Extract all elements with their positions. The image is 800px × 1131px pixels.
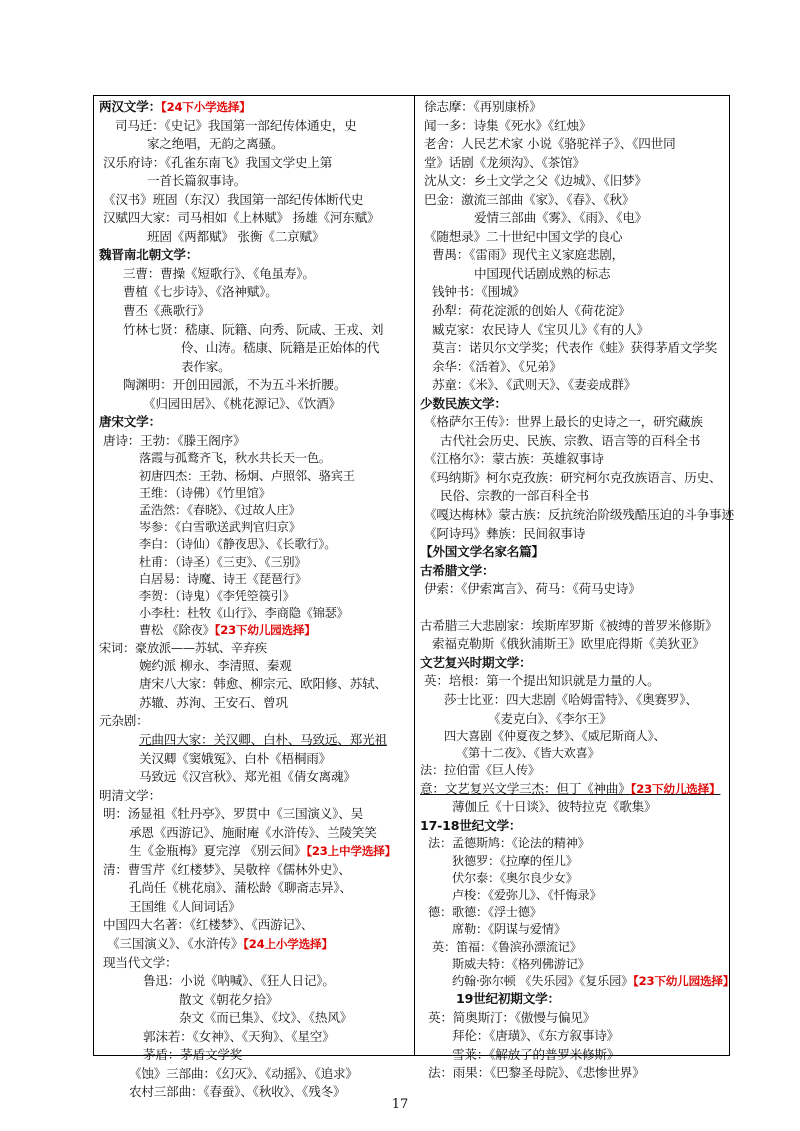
text-line: [420, 870, 726, 887]
text-line: [99, 842, 409, 861]
text-line: [420, 1064, 726, 1083]
line-text: 司马迁：《史记》我国第一部纪传体通史，史: [115, 117, 357, 133]
text-line: [99, 898, 409, 917]
text-line: [99, 787, 409, 806]
line-text: 魏晋南北朝文学：: [99, 247, 199, 263]
line-text: 【外国文学名家名篇】: [420, 544, 544, 560]
text-line: [99, 376, 409, 395]
line-text: 陶渊明：开创田园派，不为五斗米折腰。: [123, 377, 347, 393]
text-line: [420, 339, 726, 358]
line-text: 德：歌德：《浮士德》: [428, 905, 542, 920]
text-line: [99, 622, 409, 639]
text-line: [420, 635, 726, 654]
line-text: 英：简奥斯汀：《傲慢与偏见》: [428, 1009, 596, 1025]
right-column: [420, 98, 735, 1081]
text-line: [420, 525, 726, 544]
line-text: 岑参：《白雪歌送武判官归京》: [139, 520, 301, 535]
line-text: 民俗、宗教的一部百科全书: [440, 488, 589, 504]
line-text: 《三国演义》、《水浒传》: [107, 936, 244, 952]
line-text: 《格萨尔王传》：世界上最长的史诗之一，研究藏族: [424, 414, 703, 430]
line-text: 《蚀》三部曲：《幻灭》、《动摇》、《追求》: [129, 1065, 358, 1081]
text-line: [99, 571, 409, 588]
line-text: 竹林七贤：嵇康、阮籍、向秀、阮咸、王戎、刘: [123, 321, 384, 337]
text-line: [99, 485, 409, 502]
text-line: [99, 554, 409, 571]
text-line: [420, 432, 726, 451]
line-text: 婉约派 柳永、李清照、秦观: [139, 657, 292, 673]
text-line: [99, 588, 409, 605]
line-text: 意：文艺复兴文学三杰：但丁《神曲》: [420, 780, 631, 796]
text-line: [99, 339, 409, 358]
line-text: 《汉书》班固（东汉）我国第一部纪传体断代史: [103, 191, 364, 207]
section-heading: [99, 98, 409, 117]
line-text: 文艺复兴时期文学：: [420, 654, 532, 670]
line-text: 苏童：《米》、《武则天》、《妻妾成群》: [432, 377, 636, 393]
text-line: [420, 973, 735, 990]
text-line: [99, 265, 409, 284]
text-line: [420, 135, 726, 154]
text-line: [420, 691, 726, 710]
line-text: 苏辙、苏洵、王安石、曾巩: [139, 694, 288, 710]
text-line: [420, 283, 726, 302]
line-text: 《第十二夜》、《皆大欢喜》: [456, 746, 600, 761]
line-text: 两汉文学：: [99, 99, 161, 114]
text-line: [420, 154, 726, 173]
line-text: 明清文学：: [99, 787, 161, 803]
line-text: 王维：（诗佛）《竹里馆》: [139, 485, 271, 500]
text-line: [420, 413, 726, 432]
text-line: [99, 991, 409, 1010]
line-text: 关汉卿《窦娥冤》、白朴《梧桐雨》: [139, 750, 332, 766]
line-text: 薄伽丘《十日谈》、彼特拉克《歌集》: [452, 799, 657, 815]
line-text: 元曲四大家：关汉卿、白朴、马致远、郑光祖: [139, 732, 387, 748]
line-text: 索福克勒斯《俄狄浦斯王》欧里庇得斯《美狄亚》: [432, 636, 705, 652]
text-line: [99, 861, 409, 880]
text-line: [420, 358, 726, 377]
line-text: 沈从文：乡土文学之父《边城》、《旧梦》: [424, 173, 647, 189]
text-line: [99, 450, 409, 467]
line-text: 中国四大名著：《红楼梦》、《西游记》、: [103, 917, 314, 933]
line-text: 三曹：曹操《短歌行》、《龟虽寿》。: [123, 265, 315, 281]
text-line: [99, 916, 409, 935]
exam-tag: 【23下幼儿园选择】: [633, 973, 735, 988]
text-line: [420, 798, 726, 817]
text-line: [420, 672, 726, 691]
text-line: [99, 731, 409, 750]
text-line: [99, 640, 409, 657]
line-text: 小李杜：杜牧《山行》、李商隐《锦瑟》: [139, 606, 349, 621]
text-line: [420, 956, 726, 973]
exam-tag: 【23下幼儿选择】: [630, 781, 721, 796]
line-text: 雪莱：《解放了的普罗米修斯》: [452, 1046, 620, 1062]
text-line: [420, 228, 726, 247]
text-line: [420, 1027, 726, 1046]
line-text: 现当代文学：: [103, 954, 178, 970]
exam-tag: 【24下小学选择】: [160, 100, 251, 114]
text-line: [420, 376, 726, 395]
line-text: 生《金瓶梅》夏完淳 《别云间》: [129, 843, 307, 859]
line-text: 茅盾：茅盾文学奖: [143, 1047, 243, 1063]
line-text: 唐诗：王勃：《滕王阁序》: [103, 432, 246, 448]
section-heading: [420, 817, 726, 836]
text-line: [99, 154, 409, 173]
line-text: 曹植《七步诗》、《洛神赋》。: [123, 284, 278, 300]
text-line: [99, 712, 409, 731]
text-line: [99, 1046, 409, 1065]
line-text: 《阿诗玛》彝族：民间叙事诗: [424, 525, 586, 541]
text-line: [420, 745, 726, 762]
text-line: [420, 887, 726, 904]
text-line: [99, 1065, 409, 1084]
line-text: 法：孟德斯鸠：《论法的精神》: [428, 836, 590, 851]
line-text: 英：培根：第一个提出知识就是力量的人。: [424, 673, 660, 689]
line-text: 爱情三部曲《雾》、《雨》、《电》: [474, 210, 648, 226]
line-text: 汉赋四大家：司马相如《上林赋》 扬雄《河东赋》: [103, 210, 380, 226]
line-text: 曹丕《燕歌行》: [123, 303, 210, 319]
line-text: 孟浩然：《春晓》、《过故人庄》: [139, 503, 301, 517]
text-line: [420, 117, 726, 136]
line-text: 《嘎达梅林》蒙古族：反抗统治阶级残酷压迫的斗争事迹: [424, 507, 734, 523]
line-text: 鲁迅：小说《呐喊》、《狂人日记》。: [143, 973, 335, 989]
line-text: 李白：（诗仙）《静夜思》、《长歌行》。: [139, 537, 337, 552]
text-line: [99, 605, 409, 622]
text-line: [420, 321, 726, 340]
exam-tag: 【23上中学选择】: [306, 844, 397, 859]
text-line: [420, 487, 726, 506]
line-text: 唐宋八大家：韩愈、柳宗元、欧阳修、苏轼、: [139, 676, 387, 692]
line-text: 席勒：《阴谋与爱情》: [452, 922, 566, 937]
text-line: [99, 283, 409, 302]
text-line: [420, 617, 726, 636]
text-line: [99, 228, 409, 247]
text-line: [99, 502, 409, 519]
line-text: 狄德罗：《拉摩的侄儿》: [452, 853, 578, 868]
text-line: [99, 675, 409, 694]
line-text: 家之绝唱，无韵之离骚。: [147, 136, 284, 152]
line-text: 法：拉伯雷《巨人传》: [420, 763, 540, 778]
text-line: [420, 728, 726, 745]
line-text: 法：雨果：《巴黎圣母院》、《悲惨世界》: [428, 1065, 645, 1081]
line-text: 莫言：诺贝尔文学奖；代表作《蛙》获得茅盾文学奖: [432, 340, 718, 356]
text-line: [420, 921, 726, 938]
line-text: 《随想录》二十世纪中国文学的良心: [424, 228, 623, 244]
line-text: 拜伦：《唐璜》、《东方叙事诗》: [452, 1028, 620, 1044]
line-text: 白居易：诗魔、诗王《琵琶行》: [139, 571, 307, 586]
line-text: 表作家。: [181, 358, 231, 374]
line-text: 杜甫：（诗圣）《三吏》、《三别》: [139, 554, 307, 569]
line-text: 约翰·弥尔顿 《失乐园》《复乐园》: [452, 973, 634, 988]
line-text: 钱钟书：《围城》: [432, 284, 525, 300]
line-text: 19世纪初期文学：: [456, 991, 560, 1007]
line-text: 马致远《汉宫秋》、郑光祖《倩女离魂》: [139, 769, 356, 785]
line-text: 《麦克白》、《李尔王》: [488, 710, 612, 726]
line-text: 堂》话剧《龙须沟》、《茶馆》: [424, 154, 585, 170]
line-text: 明：汤显祖《牡丹亭》、罗贯中《三国演义》、吴: [103, 806, 364, 822]
text-line: [99, 935, 409, 954]
line-text: 古代社会历史、民族、宗教、语言等的百科全书: [440, 432, 701, 448]
line-text: 曹松 《除夜》: [139, 623, 215, 638]
text-line: [99, 805, 409, 824]
section-heading: [99, 413, 409, 432]
section-heading: [420, 990, 726, 1009]
line-text: 曹禺：《雷雨》现代主义家庭悲剧，: [432, 247, 625, 263]
line-text: 初唐四杰：王勃、杨炯、卢照邻、骆宾王: [139, 468, 355, 483]
line-text: 老舍：人民艺术家 小说《骆驼祥子》、《四世同: [424, 136, 676, 152]
line-text: 古希腊文学：: [420, 562, 495, 578]
text-line: [99, 432, 409, 451]
text-line: [99, 117, 409, 136]
line-text: 臧克家：农民诗人《宝贝儿》《有的人》: [432, 321, 649, 337]
text-line: [99, 750, 409, 769]
line-text: 中国现代话剧成熟的标志: [474, 265, 611, 281]
line-text: 清：曹雪芹《红楼梦》、吴敬梓《儒林外史》、: [103, 861, 351, 877]
text-line: [420, 98, 726, 117]
text-line: [99, 694, 409, 713]
line-text: 元杂剧：: [99, 713, 149, 729]
line-text: 英：笛福：《鲁滨孙漂流记》: [432, 939, 582, 954]
line-text: 孙犁：荷花淀派的创始人《荷花淀》: [432, 303, 631, 319]
text-line: [420, 1046, 726, 1065]
section-heading: [420, 395, 726, 414]
line-text: 伶、山涛。嵇康、阮籍是正始体的代: [181, 340, 380, 356]
text-line: [420, 710, 726, 729]
text-line: [420, 762, 726, 779]
line-text: 四大喜剧《仲夏夜之梦》、《威尼斯商人》、: [444, 729, 666, 744]
text-line: [99, 972, 409, 991]
line-text: 莎士比亚：四大悲剧《哈姆雷特》、《奥赛罗》、: [444, 691, 698, 707]
text-line: [420, 246, 726, 265]
line-text: 唐宋文学：: [99, 414, 161, 430]
text-line: [99, 302, 409, 321]
text-line: [420, 599, 726, 617]
text-line: [99, 135, 409, 154]
text-line: [99, 191, 409, 210]
text-line: [420, 265, 726, 284]
text-line: [420, 209, 726, 228]
text-line: [420, 469, 726, 488]
line-text: 汉乐府诗：《孔雀东南飞》我国文学史上第: [103, 154, 333, 170]
text-line: [420, 780, 726, 799]
line-text: 闻一多：诗集《死水》《红烛》: [424, 117, 592, 133]
line-text: 古希腊三大悲剧家：埃斯库罗斯《被缚的普罗米修斯》: [420, 617, 718, 633]
line-text: 李贺：（诗鬼）《李凭箜篌引》: [139, 589, 295, 604]
section-heading: [99, 246, 409, 265]
line-text: 《玛纳斯》柯尔克孜族：研究柯尔克孜族语言、历史、: [424, 469, 722, 485]
text-line: [99, 824, 409, 843]
line-text: 17-18世纪文学：: [420, 817, 522, 833]
text-line: [99, 209, 409, 228]
line-text: 《归园田居》、《桃花源记》、《饮酒》: [143, 395, 341, 411]
text-line: [420, 302, 726, 321]
line-text: 巴金：激流三部曲《家》、《春》、《秋》: [424, 191, 635, 207]
left-column: [99, 98, 409, 1100]
line-text: 宋词：豪放派——苏轼、辛弃疾: [99, 640, 267, 655]
line-text: 班固《两都赋》 张衡《二京赋》: [147, 228, 325, 244]
text-line: [420, 904, 726, 921]
text-line: [99, 768, 409, 787]
text-line: [99, 395, 409, 414]
text-line: [420, 191, 726, 210]
line-text: 孔尚任《桃花扇》、蒲松龄《聊斋志异》、: [129, 880, 352, 896]
text-line: [99, 657, 409, 676]
line-text: 伏尔泰：《奥尔良少女》: [452, 870, 578, 885]
exam-tag: 【24上小学选择】: [243, 937, 333, 952]
section-heading: [420, 654, 726, 673]
line-text: 伊索：《伊索寓言》、荷马：《荷马史诗》: [424, 581, 641, 597]
text-line: [99, 1009, 409, 1028]
text-line: [420, 1009, 726, 1028]
line-text: 徐志摩：《再别康桥》: [424, 99, 542, 114]
text-line: [420, 853, 726, 870]
text-line: [99, 358, 409, 377]
text-line: [99, 519, 409, 536]
page-number: 17: [391, 1097, 409, 1112]
line-text: 散文《朝花夕拾》: [179, 991, 279, 1007]
text-line: [420, 835, 726, 852]
line-text: 农村三部曲：《春蚕》、《秋收》、《残冬》: [129, 1084, 346, 1100]
column-divider: [414, 95, 415, 1056]
line-text: 杂文《而已集》、《坟》、《热风》: [179, 1010, 353, 1026]
line-text: 卢梭：《爱弥儿》、《忏悔录》: [452, 887, 602, 902]
line-text: 斯威夫特：《格列佛游记》: [452, 956, 590, 971]
line-text: 王国维《人间词话》: [129, 898, 241, 914]
text-line: [420, 450, 726, 469]
line-text: 承恩《西游记》、施耐庵《水浒传》、兰陵笑笑: [129, 824, 377, 840]
text-line: [99, 172, 409, 191]
line-text: 《江格尔》：蒙古族：英雄叙事诗: [424, 451, 604, 467]
text-line: [99, 954, 409, 973]
section-heading: [420, 543, 726, 562]
text-line: [420, 939, 726, 956]
text-line: [99, 879, 409, 898]
text-line: [420, 172, 726, 191]
text-line: [420, 580, 726, 599]
line-text: 落霞与孤鹜齐飞，秋水共长天一色。: [139, 451, 331, 466]
text-line: [99, 321, 409, 340]
text-line: [420, 506, 734, 525]
line-text: 郭沫若：《女神》、《天狗》、《星空》: [143, 1028, 335, 1044]
text-line: [99, 1028, 409, 1047]
exam-tag: 【23下幼儿园选择】: [214, 623, 316, 638]
section-heading: [420, 562, 726, 581]
text-line: [99, 468, 409, 485]
line-text: 一首长篇叙事诗。: [147, 173, 247, 189]
text-line: [99, 536, 409, 553]
line-text: 余华：《活着》、《兄弟》: [432, 358, 562, 374]
line-text: 少数民族文学：: [420, 395, 507, 411]
